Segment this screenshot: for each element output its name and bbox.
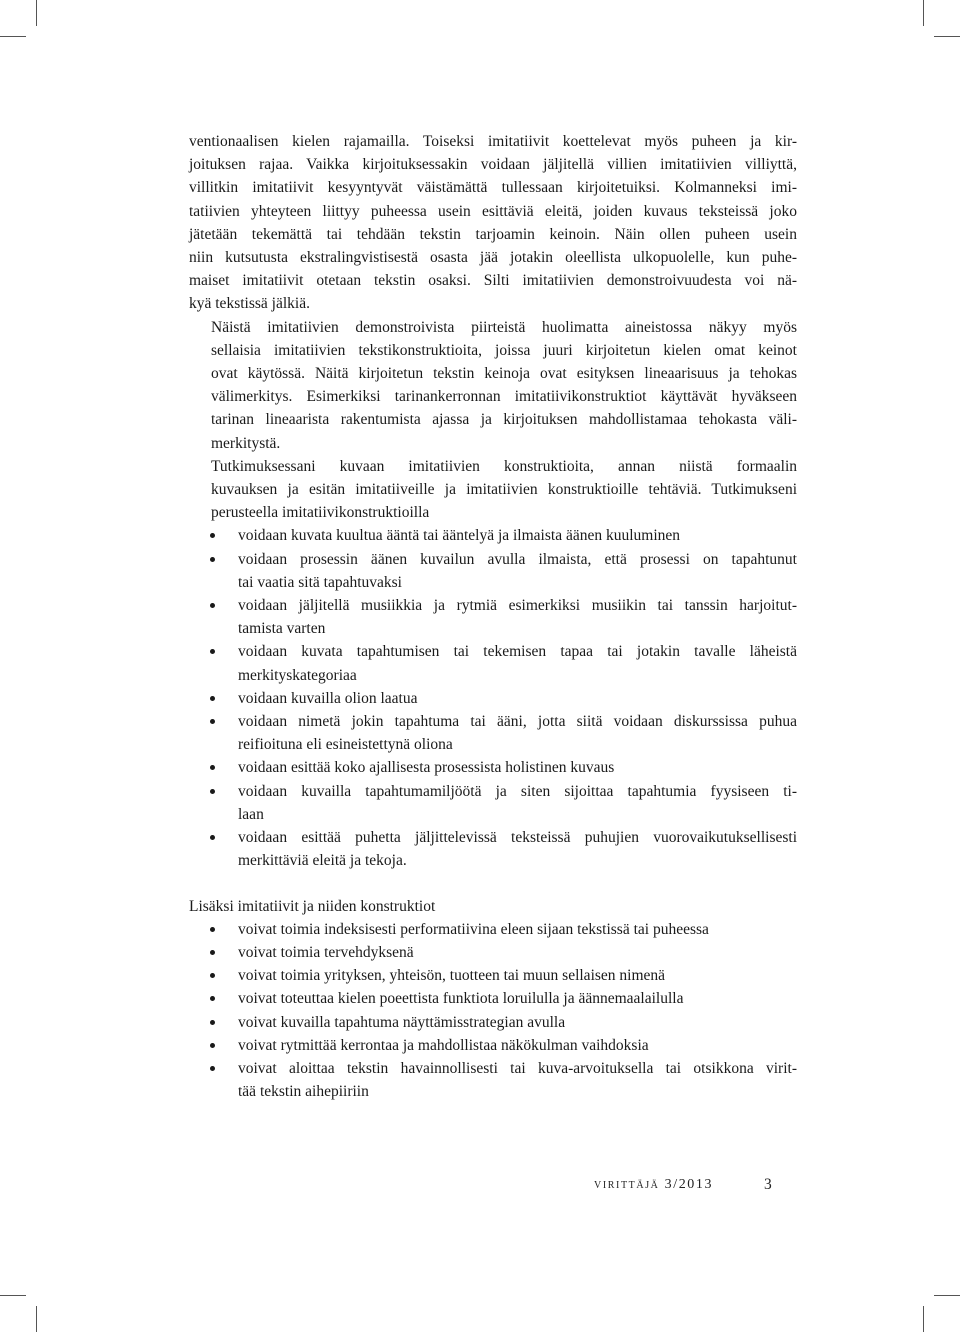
text-line: voivat aloittaa tekstin havainnollisesti tai kuva-arvoituksella tai otsikkona virit- (238, 1059, 797, 1077)
text-line: ovat käytössä. Näitä kirjoitetun tekstin keinoja ovat esityksen lineaarisuus ja tehokas (211, 365, 797, 383)
text-line: perusteella imitatiivikonstruktioilla (211, 504, 430, 522)
text-line: voidaan kuvailla olion laatua (238, 689, 418, 707)
text-line: voidaan kuvailla tapahtumamiljöötä ja siten sijoittaa tapahtumia fyysiseen ti- (238, 782, 797, 800)
text-line: tää tekstin aihepiiriin (238, 1083, 369, 1101)
list-item (189, 780, 797, 826)
list-item (189, 964, 797, 987)
text-line: voivat toimia tervehdyksenä (238, 943, 414, 961)
text-line: tarinan lineaarista rakentumista ajassa ja kirjoituksen mahdollistamaa tehokasta väli- (211, 411, 797, 429)
text-line: sellaisia imitatiivien tekstikonstruktioita, joissa juuri kirjoitetun kielen omat keinot (211, 341, 797, 359)
list-item (189, 826, 797, 872)
text-line: merkitystä. (211, 434, 281, 452)
list-item (189, 548, 797, 594)
text-line: voidaan prosessin äänen kuvailun avulla ilmaista, että prosessi on tapahtunut (238, 550, 797, 568)
list-item (189, 918, 797, 941)
text-line: Näistä imitatiivien demonstroivista piirteistä huolimatta aineistossa näkyy myös (211, 318, 797, 336)
crop-mark-bottom-right-vertical (923, 1306, 924, 1332)
text-line: merkittäviä eleitä ja tekoja. (238, 852, 407, 870)
text-line: merkityskategoriaa (238, 666, 357, 684)
text-line: voivat toimia indeksisesti performatiivina eleen sijaan tekstissä tai puheessa (238, 920, 709, 938)
text-line: voidaan esittää puhetta jäljittelevissä teksteissä puhujien vuorovaikutuksellisesti (238, 829, 797, 847)
text-line: voidaan jäljitellä musiikkia ja rytmiä esimerkiksi musiikin tai tanssin harjoitut- (238, 597, 797, 615)
text-line: Tutkimuksessani kuvaan imitatiivien konstruktioita, annan niistä formaalin (211, 457, 797, 475)
list-2-intro: Lisäksi imitatiivit ja niiden konstruktiot (189, 897, 436, 915)
paragraph-1 (189, 130, 797, 316)
crop-mark-bottom-left-horizontal (0, 1295, 26, 1296)
text-line: maiset imitatiivit otetaan tekstin osaksi. Silti imitatiivien demonstroivuudesta voi nä- (189, 272, 797, 290)
page-body (189, 130, 797, 1103)
text-line: ventionaalisen kielen rajamailla. Toiseksi imitatiivit koettelevat myös puheen ja kir- (189, 133, 797, 150)
text-line: välimerkitys. Esimerkiksi tarinankerronnan imitatiivikonstruktiot käyttävät hyväkseen (211, 388, 797, 406)
page-number: 3 (764, 1176, 772, 1193)
list-item (189, 594, 797, 640)
list-item (189, 987, 797, 1010)
list-item (189, 640, 797, 686)
text-line: voidaan esittää koko ajallisesta prosessista holistinen kuvaus (238, 759, 615, 777)
text-line: laan (238, 805, 264, 823)
list-item (189, 687, 797, 710)
text-line: joituksen rajaa. Vaikka kirjoituksessakin voidaan jäljitellä villien imitatiivien villiyttä, (189, 156, 797, 174)
text-line: voivat toimia yrityksen, yhteisön, tuotteen tai muun sellaisen nimenä (238, 967, 666, 985)
text-line: villitkin imitatiivit kesyyntyvät väistämättä tullessaan kirjoitetuiksi. Kolmanneksi imi- (189, 179, 797, 197)
list-item (189, 756, 797, 779)
list-item (189, 941, 797, 964)
list-item (189, 1034, 797, 1057)
function-list-1 (189, 524, 797, 872)
crop-mark-top-left-vertical (36, 0, 37, 26)
text-line: niin kutsutusta ekstralingvistisestä osasta jää jotakin oleellista ulkopuolelle, kun puhe- (189, 249, 797, 267)
text-line: kuvauksen ja esitän imitatiiveille ja imitatiivien konstruktioille tehtäviä. Tutkimukseni (211, 481, 797, 499)
list-item (189, 1011, 797, 1034)
crop-mark-top-left-horizontal (0, 36, 26, 37)
function-list-2 (189, 918, 797, 1104)
list-item (189, 1057, 797, 1103)
text-line: tai vaatia sitä tapahtuvaksi (238, 573, 402, 591)
crop-mark-bottom-right-horizontal (934, 1295, 960, 1296)
list-item (189, 524, 797, 547)
crop-mark-bottom-left-vertical (36, 1306, 37, 1332)
text-line: voidaan nimetä jokin tapahtuma tai ääni, jotta siitä voidaan diskurssissa puhua (238, 713, 797, 731)
paragraph-3 (189, 455, 797, 525)
journal-footer: virittäjä 3/2013 (594, 1177, 714, 1192)
text-line: voivat rytmittää kerrontaa ja mahdollistaa näkökulman vaihdoksia (238, 1036, 649, 1054)
text-line: tatiivien yhteyteen liittyy puheessa usein esittäviä eleitä, joiden kuvaus teksteissä joko (189, 202, 797, 220)
text-line: voidaan kuvata tapahtumisen tai tekemisen tapaa tai jotakin tavalle läheistä (238, 643, 797, 661)
text-line: voidaan kuvata kuultua ääntä tai ääntelyä ja ilmaista äänen kuuluminen (238, 527, 681, 545)
crop-mark-top-right-vertical (923, 0, 924, 26)
text-line: voivat kuvailla tapahtuma näyttämisstrategian avulla (238, 1013, 566, 1031)
list-item (189, 710, 797, 756)
text-line: kyä tekstissä jälkiä. (189, 295, 310, 313)
text-line: voivat toteuttaa kielen poeettista funktiota loruilulla ja äännemaalailulla (238, 990, 684, 1008)
text-line: jätetään tekemättä tai tehdään tekstin tarjoamin keinoin. Näin ollen puheen usein (189, 225, 797, 243)
text-line: reifioituna eli esineistettynä oliona (238, 736, 453, 754)
crop-mark-top-right-horizontal (934, 36, 960, 37)
text-line: tamista varten (238, 620, 326, 638)
paragraph-2 (189, 316, 797, 455)
